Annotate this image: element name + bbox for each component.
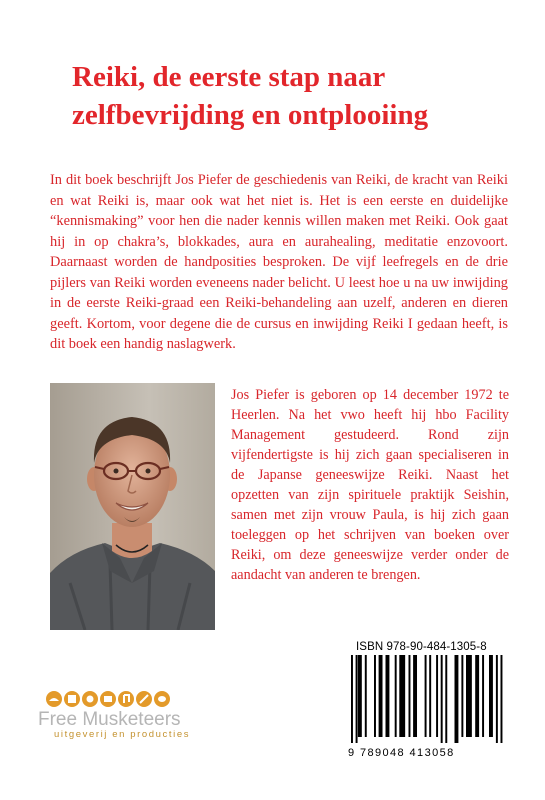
- barcode-bar: [475, 655, 479, 737]
- barcode-bars: [345, 653, 509, 743]
- book-icon: [64, 691, 80, 707]
- music-icon: [118, 691, 134, 707]
- title-line-1: Reiki, de eerste stap naar: [72, 61, 386, 93]
- author-photo: [50, 383, 215, 630]
- publisher-icon-row: [46, 691, 228, 707]
- book-description: In dit boek beschrijft Jos Piefer de geschiedenis van Reiki, de kracht van Reiki en wat Reiki is, maar ook wat het niet is. Het is een eerste en duidelijke “kennismaking” voor hen die nader kennis willen maken met Reiki. Ook gaat hij in op chakra’s, blokkades, aura en aurahealing, meditatie enzovoort. Daarnaast worden de handposities besproken. De vijf leefregels en de drie pijlers van Reiki worden eveneens nader belicht. U leest hoe u na uw inwijding in de eerste Reiki-graad een Reiki-behandeling aan uzelf, anderen en dieren geeft. Kortom, voor degene die de cursus en inwijding Reiki I gedaan heeft, is dit boek een handig naslagwerk.: [50, 172, 508, 352]
- publisher-name: Free Musketeers: [38, 709, 181, 730]
- barcode-bar: [409, 655, 411, 737]
- barcode: [345, 653, 509, 743]
- barcode-bar: [365, 655, 367, 737]
- book-title: [72, 58, 512, 134]
- barcode-bar: [395, 655, 397, 737]
- musketeer-hat-icon: [46, 691, 62, 707]
- author-bio: Jos Piefer is geboren op 14 december 1972 te Heerlen. Na het vwo heeft hij hbo Facility Management gestudeerd. Rond zijn vijfendertigste is hij zich gaan specialiseren in de Japanse geneeswijze Reiki. Naast het opzetten van zijn spirituele praktijk Seishin, samen met zijn vrouw Paula, is hij zich gaan toeleggen op het schrijven van boeken over Reiki, om deze geneeswijze verder onder de aandacht van anderen te brengen.: [231, 387, 509, 583]
- pen-icon: [136, 691, 152, 707]
- barcode-number: 9 789048 413058: [348, 747, 455, 759]
- isbn-label: ISBN 978-90-484-1305-8: [356, 641, 487, 653]
- title-line-2: zelfbevrijding en ontplooiing: [72, 99, 429, 131]
- barcode-bar: [429, 655, 431, 737]
- barcode-bar: [436, 655, 438, 737]
- film-icon: [82, 691, 98, 707]
- barcode-bar: [425, 655, 427, 737]
- barcode-bar: [461, 655, 463, 737]
- barcode-bar: [356, 655, 358, 743]
- barcode-bar: [496, 655, 498, 743]
- barcode-bar: [379, 655, 383, 737]
- barcode-bar: [374, 655, 376, 737]
- camera-icon: [100, 691, 116, 707]
- barcode-bar: [399, 655, 405, 737]
- barcode-bar: [455, 655, 459, 743]
- barcode-bar: [501, 655, 503, 743]
- barcode-bar: [441, 655, 443, 743]
- publisher-subtitle: uitgeverij en producties: [54, 729, 191, 740]
- barcode-bar: [413, 655, 417, 737]
- barcode-bar: [358, 655, 362, 737]
- barcode-bar: [482, 655, 484, 737]
- mask-icon: [154, 691, 170, 707]
- barcode-bar: [489, 655, 493, 737]
- publisher-logo: [38, 691, 228, 740]
- barcode-bar: [466, 655, 472, 737]
- barcode-bar: [386, 655, 390, 737]
- barcode-bar: [351, 655, 353, 743]
- barcode-bar: [445, 655, 447, 743]
